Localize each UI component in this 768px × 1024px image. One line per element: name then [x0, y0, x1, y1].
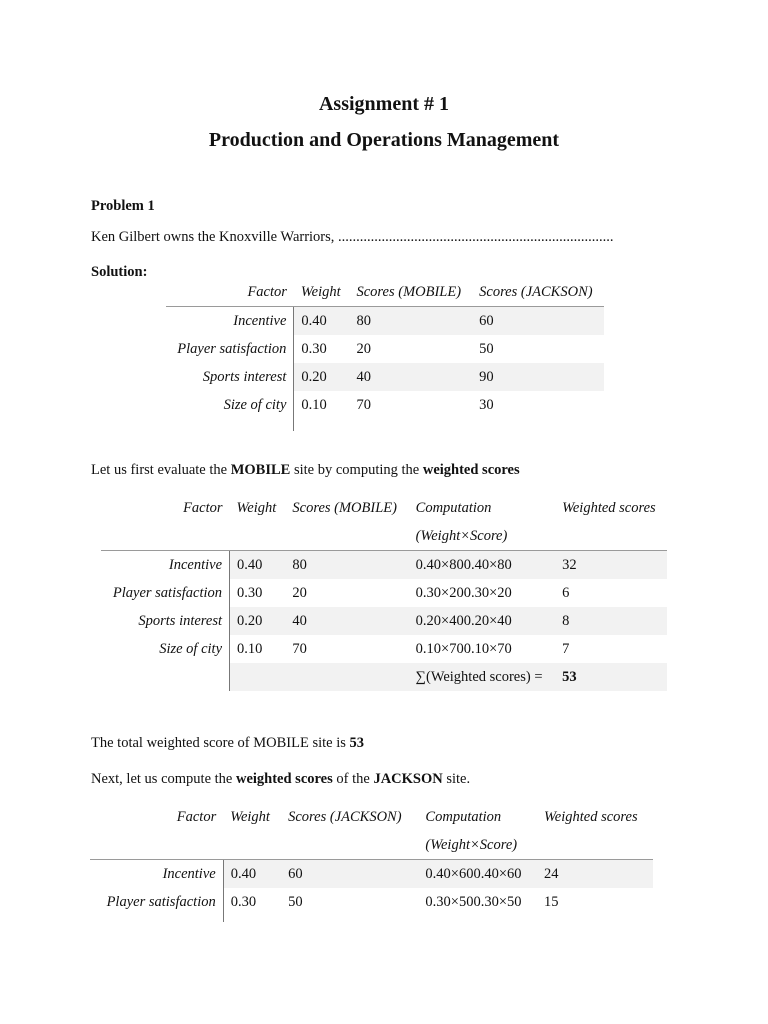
- weight-cell: 0.20: [230, 607, 286, 635]
- weight-cell: 0.30: [223, 888, 281, 916]
- score-mobile-cell: 70: [356, 396, 371, 413]
- weighted-score-cell: 32: [555, 551, 667, 580]
- jackson-intro-text: Next, let us compute the: [91, 771, 236, 787]
- score-mobile-cell: 20: [356, 340, 371, 357]
- factor-cell: Player satisfaction: [106, 893, 216, 910]
- weight-cell: 0.10: [294, 391, 350, 419]
- table-row: [101, 635, 667, 663]
- factor-cell: Size of city: [223, 396, 287, 413]
- computation-cell: 0.40×800.40×80: [409, 551, 555, 580]
- score-cell: 70: [292, 640, 307, 657]
- score-cell: 40: [285, 607, 408, 635]
- factor-cell: Player satisfaction: [177, 340, 287, 357]
- mobile-total-text: The total weighted score of MOBILE site is: [91, 735, 350, 751]
- score-mobile-cell: 80: [350, 307, 473, 336]
- sum-value: 53: [555, 663, 667, 691]
- table-row: [90, 888, 653, 916]
- jackson-intro-text-3: site.: [442, 771, 471, 787]
- factor-cell: Size of city: [159, 640, 223, 657]
- score-mobile-cell: 40: [350, 363, 473, 391]
- factor-scores-table: [166, 278, 604, 431]
- col-header-weight: Weight: [236, 499, 277, 516]
- table-subheader-row: [90, 831, 653, 860]
- jackson-intro-text-2: of the: [332, 771, 374, 787]
- score-jackson-cell: 50: [479, 340, 494, 357]
- table-header-row: [90, 803, 653, 831]
- sum-row: [101, 663, 667, 691]
- table-row: [101, 551, 667, 580]
- weight-cell: 0.20: [294, 363, 350, 391]
- weight-cell: 0.10: [230, 635, 286, 663]
- table-row: [166, 307, 604, 336]
- mobile-weighted-table: [101, 494, 667, 691]
- weighted-score-cell: 8: [555, 607, 667, 635]
- col-header-factor: Factor: [176, 808, 217, 825]
- weighted-score-cell: 24: [537, 860, 653, 889]
- weight-cell: 0.40: [230, 551, 286, 580]
- score-cell: 60: [281, 860, 418, 889]
- col-header-computation: Computation: [415, 499, 492, 516]
- table-row: [90, 860, 653, 889]
- col-header-scores-mobile: Scores (MOBILE): [356, 283, 462, 300]
- col-header-weighted-scores: Weighted scores: [544, 808, 638, 825]
- mobile-intro-text-2: site by computing the: [290, 462, 423, 478]
- jackson-site-name: JACKSON: [373, 771, 443, 787]
- table-row: [101, 579, 667, 607]
- computation-subheader: (Weight×Score): [425, 836, 518, 853]
- weight-cell: 0.40: [223, 860, 281, 889]
- assignment-title: Assignment # 1: [318, 93, 449, 115]
- sum-label: ∑(Weighted scores) =: [409, 663, 555, 691]
- computation-cell: 0.20×400.20×40: [409, 607, 555, 635]
- jackson-weighted-table: [90, 803, 653, 922]
- mobile-total-value: 53: [349, 735, 365, 751]
- col-header-weighted-scores: Weighted scores: [562, 499, 656, 516]
- problem-heading: Problem 1: [91, 198, 155, 214]
- score-jackson-cell: 90: [472, 363, 604, 391]
- table-subheader-row: [101, 522, 667, 551]
- weight-cell: 0.30: [230, 579, 286, 607]
- weighted-scores-term: weighted scores: [422, 462, 520, 478]
- table-header-row: [101, 494, 667, 522]
- weighted-score-cell: 7: [562, 640, 570, 657]
- mobile-intro-text: Let us first evaluate the: [91, 462, 231, 478]
- factor-cell: Sports interest: [166, 363, 294, 391]
- weighted-scores-term: weighted scores: [235, 771, 333, 787]
- table-header-row: [166, 278, 604, 307]
- solution-label: Solution:: [91, 264, 148, 280]
- jackson-intro-paragraph: [91, 771, 470, 788]
- factor-cell: Incentive: [166, 307, 294, 336]
- course-title: Production and Operations Management: [208, 129, 560, 151]
- computation-cell: 0.30×200.30×20: [415, 584, 512, 601]
- mobile-intro-paragraph: [91, 462, 520, 479]
- factor-cell: Player satisfaction: [112, 584, 223, 601]
- weight-cell: 0.30: [294, 335, 350, 363]
- computation-cell: 0.30×500.30×50: [425, 893, 522, 910]
- col-header-factor: Factor: [247, 283, 287, 300]
- table-row: [166, 363, 604, 391]
- factor-cell: Sports interest: [101, 607, 230, 635]
- score-cell: 20: [292, 584, 307, 601]
- score-jackson-cell: 60: [472, 307, 604, 336]
- mobile-site-name: MOBILE: [230, 462, 291, 478]
- table-row: [166, 335, 604, 363]
- computation-subheader: (Weight×Score): [415, 527, 508, 544]
- computation-cell: 0.10×700.10×70: [415, 640, 512, 657]
- score-cell: 50: [288, 893, 303, 910]
- col-header-scores-mobile: Scores (MOBILE): [292, 499, 397, 516]
- col-header-scores-jackson: Scores (JACKSON): [288, 808, 402, 825]
- factor-cell: Incentive: [101, 551, 230, 580]
- computation-cell: 0.40×600.40×60: [418, 860, 537, 889]
- factor-cell: Incentive: [90, 860, 223, 889]
- table-row: [101, 607, 667, 635]
- score-jackson-cell: 30: [479, 396, 494, 413]
- weight-cell: 0.40: [294, 307, 350, 336]
- col-header-computation: Computation: [425, 808, 502, 825]
- table-spacer-row: [90, 916, 653, 922]
- col-header-weight: Weight: [230, 808, 270, 825]
- mobile-total-paragraph: [91, 735, 364, 752]
- score-cell: 80: [285, 551, 408, 580]
- col-header-factor: Factor: [183, 499, 223, 516]
- col-header-scores-jackson: Scores (JACKSON): [479, 283, 593, 300]
- table-row: [166, 391, 604, 419]
- weighted-score-cell: 6: [562, 584, 570, 601]
- problem-statement: Ken Gilbert owns the Knoxville Warriors, ............................................................................: [91, 229, 614, 245]
- table-spacer-row: [166, 419, 604, 431]
- col-header-weight: Weight: [300, 283, 341, 300]
- weighted-score-cell: 15: [544, 893, 559, 910]
